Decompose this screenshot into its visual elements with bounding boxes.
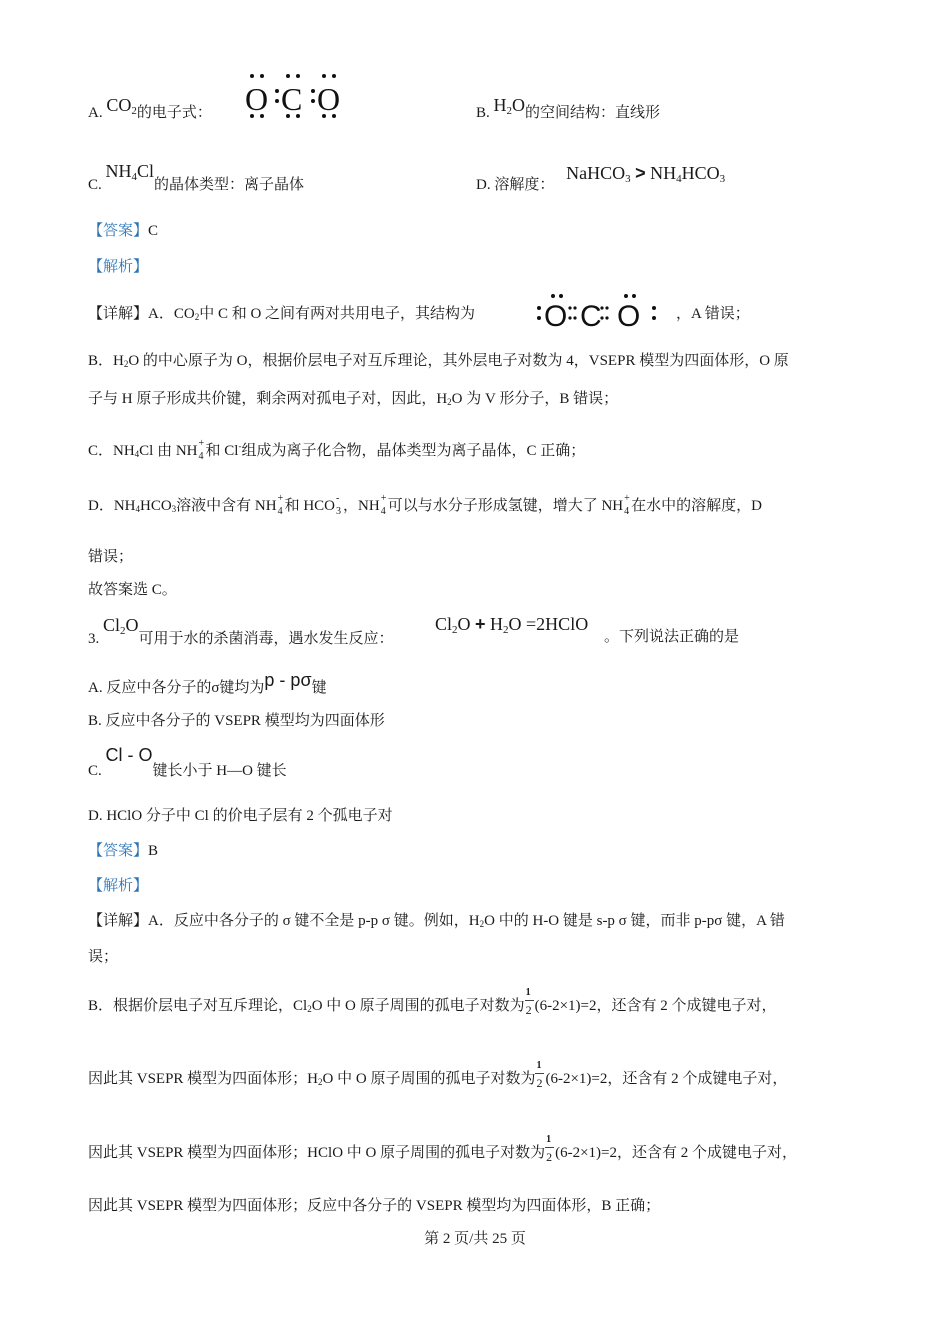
svg-text:O: O (245, 81, 269, 117)
q3-option-c: C. Cl - O键长小于 H—O 键长 (88, 745, 287, 779)
fraction-one-half: $\frac{1}{2}$ (546, 1133, 553, 1164)
bicarbonate-ion-charge: - 3 (336, 492, 342, 517)
q2-detail-a: 【详解】A．CO2中 C 和 O 之间有两对共用电子，其结构为 (88, 306, 476, 322)
detail-tag: 【详解】 (88, 913, 149, 929)
cl2o-formula: $Cl_2O$ (103, 615, 139, 637)
q3-stem: 3. $Cl_2O$可用于水的杀菌消毒，遇水发生反应： (88, 615, 394, 647)
svg-text:O: O (317, 81, 341, 117)
q3-detail-a-line1: 【详解】A．反应中各分子的 σ 键不全是 p-p σ 键。例如，H2O 中的 H-O 键是 s-p σ 键，而非 p-pσ 键，A 错 (88, 913, 785, 929)
detail-tag: 【详解】 (88, 306, 149, 322)
answer-value: B (148, 843, 159, 859)
option-label: D. (476, 177, 491, 193)
solubility-comparison: NaHCO$_3$ > $NH_4HCO_3$ (566, 163, 726, 185)
svg-text:C: C (580, 300, 602, 332)
q3-detail-b-line3: 因此其 VSEPR 模型为四面体形；HClO 中 O 原子周围的孤电子对数为 $\frac{1}{2}$ (6-2×1)=2，还含有 2 个成键电子对， (88, 1133, 798, 1164)
q2-option-d (476, 163, 726, 198)
q3-option-d: D. HClO 分子中 Cl 的价电子层有 2 个孤电子对 (88, 808, 393, 824)
q2-detail-b-line1: B．H2O 的中心原子为 O，根据价层电子对互斥理论，其外层电子对数为 4，VSEPR 模型为四面体形，O 原 (88, 353, 789, 369)
q3-analysis-tag: 【解析】 (88, 878, 149, 894)
question-number: 3. (88, 631, 100, 647)
q3-detail-a-line2: 误； (88, 949, 119, 965)
option-text: 溶解度： (494, 177, 555, 193)
cl-o-bond-formula: Cl - O (105, 745, 153, 765)
ammonium-ion-charge: + 4 (380, 492, 387, 517)
lewis-double-bond-icon (536, 292, 666, 332)
q2-detail-d-line1: D．NH4HCO3溶液中含有 NH + 4 和 HCO - 3 ，NH + 4 可以与水分子形成氢键，增大了 NH + 4 在水中的溶解度，D (88, 492, 762, 517)
h2o-formula: $H_2O$ (493, 95, 526, 117)
lewis-dots-icon (244, 72, 344, 122)
answer-tag: 【答案】 (88, 223, 149, 239)
ammonium-ion-charge: + 4 (624, 492, 630, 517)
q3-detail-b-line2: 因此其 VSEPR 模型为四面体形；H2O 中 O 原子周围的孤电子对数为 $\frac{1}{2}$ (6-2×1)=2，还含有 2 个成键电子对， (88, 1059, 788, 1090)
answer-tag: 【答案】 (88, 843, 149, 859)
ammonium-ion-charge: + 4 (277, 492, 284, 517)
svg-text:C: C (281, 81, 303, 117)
fraction-one-half: $\frac{1}{2}$ (525, 986, 532, 1017)
q2-option-a (88, 95, 212, 126)
option-label: C. (88, 177, 102, 193)
q2-answer (88, 222, 158, 240)
q3-option-b: B. 反应中各分子的 VSEPR 模型均为四面体形 (88, 713, 385, 729)
q2-option-c (88, 161, 305, 198)
fraction-one-half: $\frac{1}{2}$ (536, 1059, 543, 1090)
q3-option-a: A. 反应中各分子的σ键均为p - pσ键 (88, 670, 327, 696)
ammonium-ion-charge: + 4 (198, 437, 205, 462)
option-label: A. (88, 105, 103, 121)
option-text: 的空间结构：直线形 (525, 105, 661, 121)
svg-text:O: O (617, 300, 641, 332)
q3-answer (88, 842, 158, 860)
co2-lewis-double-bond (536, 292, 666, 332)
q3-detail-b-line4: 因此其 VSEPR 模型为四面体形；反应中各分子的 VSEPR 模型均为四面体形，B 正确； (88, 1198, 661, 1214)
q2-analysis-tag: 【解析】 (88, 259, 149, 275)
answer-value: C (148, 223, 159, 239)
q3-detail-b-line1: B．根据价层电子对互斥理论，Cl2O 中 O 原子周围的孤电子对数为 $\frac{1}{2}$ (6-2×1)=2，还含有 2 个成键电子对， (88, 986, 777, 1017)
page-footer: 第 2 页/共 25 页 (424, 1231, 526, 1247)
q2-detail-c: C．NH4Cl 由 NH + 4 和 Cl-组成为离子化合物，晶体类型为离子晶体，C 正确； (88, 437, 586, 462)
option-text: 的电子式： (136, 105, 212, 121)
q2-detail-d-line2: 错误； (88, 549, 134, 565)
p-p-sigma-formula: p - pσ (264, 670, 312, 690)
co2-lewis-structure (244, 72, 344, 122)
q3-stem-end: 。下列说法正确的是 (604, 629, 740, 645)
svg-text:O: O (544, 300, 568, 332)
q2-option-b (476, 95, 661, 126)
option-label: B. (476, 105, 490, 121)
reaction-equation: $Cl_2O + H_2O$ =2HClO (435, 614, 589, 636)
q2-detail-a-tail: ，A 错误； (676, 306, 750, 322)
q2-detail-b-line2: 子与 H 原子形成共价键，剩余两对孤电子对，因此，H2O 为 V 形分子，B 错误； (88, 391, 619, 407)
option-text: 的晶体类型：离子晶体 (154, 177, 305, 193)
q2-conclusion: 故答案选 C。 (88, 582, 177, 598)
co2-formula: $CO_2$ (106, 95, 137, 117)
nh4cl-formula: $NH_4Cl$ (105, 161, 155, 183)
